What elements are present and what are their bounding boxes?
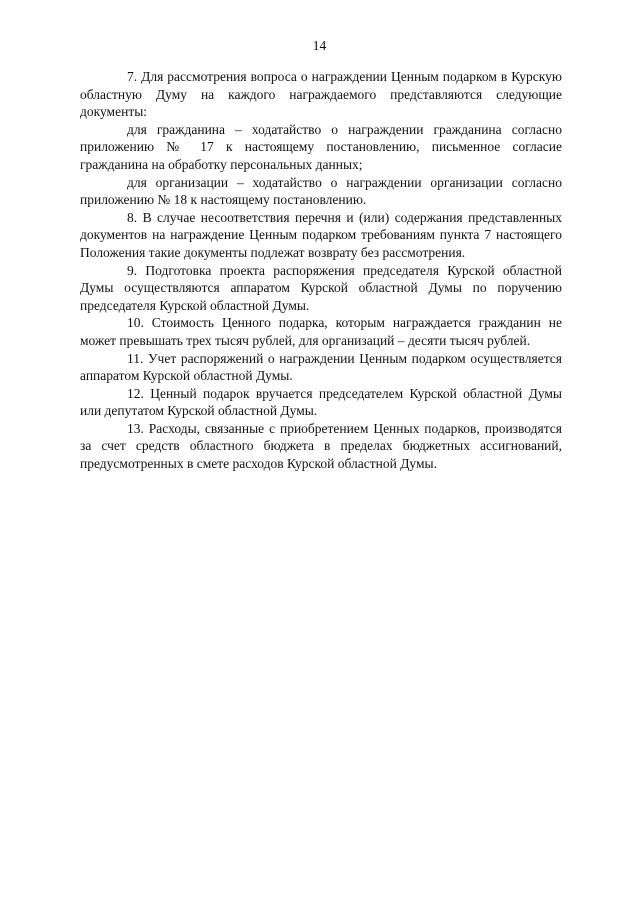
paragraph-13: 13. Расходы, связанные с приобретением Ценных подарков, производятся за счет средств областного бюджета в пределах бюджетных ассигнований, предусмотренных в смете расходов Курской областной Думы. <box>80 420 562 472</box>
paragraph-7: 7. Для рассмотрения вопроса о награждении Ценным подарком в Курскую областную Думу на каждого награждаемого представляются следующие документы: <box>80 69 562 120</box>
paragraph-12: 12. Ценный подарок вручается председателем Курской областной Думы или депутатом Курской областной Думы. <box>80 385 562 419</box>
paragraph-10: 10. Стоимость Ценного подарка, которым награждается гражданин не может превышать трех тысяч рублей, для организаций – десяти тысяч рублей. <box>80 315 562 348</box>
document-body <box>80 68 562 473</box>
paragraph-9: 9. Подготовка проекта распоряжения председателя Курской областной Думы осуществляются аппаратом Курской областной Думы по поручению председателя Курской областной Думы. <box>80 262 562 313</box>
paragraph-7-organization: для организации – ходатайство о награждении организации согласно приложению № 18 к настоящему постановлению. <box>80 174 562 208</box>
page-number: 14 <box>312 38 327 53</box>
paragraph-11: 11. Учет распоряжений о награждении Ценным подарком осуществляется аппаратом Курской областной Думы. <box>80 350 562 384</box>
paragraph-8: 8. В случае несоответствия перечня и (или) содержания представленных документов на награждение Ценным подарком требованиям пункта 7 настоящего Положения такие документы подлежат возврату без рассмотрения. <box>80 209 562 260</box>
paragraph-7-citizen: для гражданина – ходатайство о награждении гражданина согласно приложению № 17 к настоящему постановлению, письменное согласие гражданина на обработку персональных данных; <box>80 121 562 172</box>
